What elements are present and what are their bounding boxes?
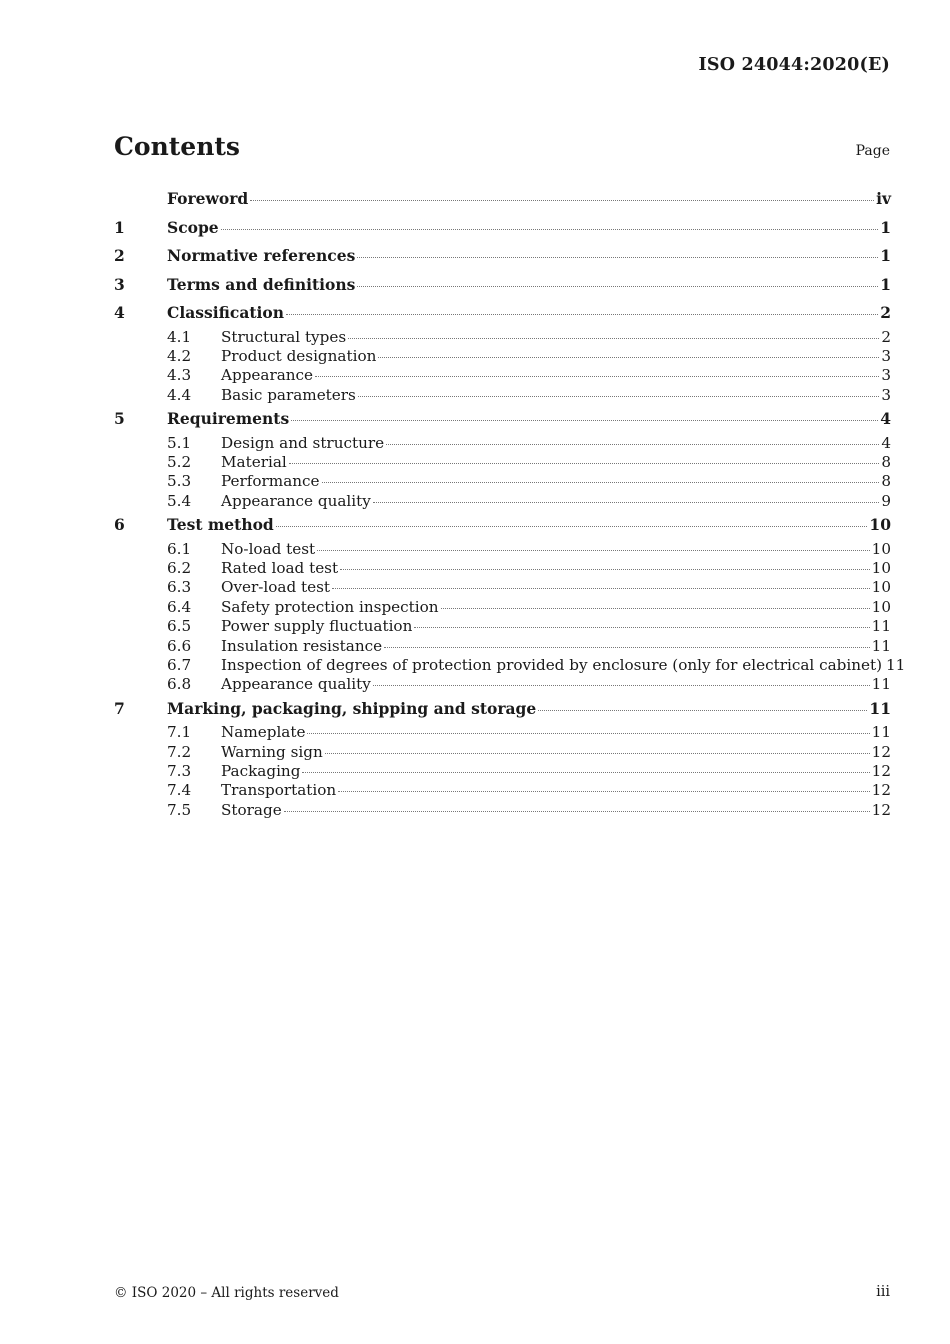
toc-entry-page: 10: [871, 597, 891, 616]
toc-entry-subclause[interactable]: [114, 578, 891, 597]
toc-entry-clause[interactable]: [114, 185, 891, 214]
toc-entry-title: Foreword: [167, 189, 249, 208]
toc-entry-subclause[interactable]: [114, 366, 891, 385]
toc-entry-number: 3: [114, 274, 125, 294]
dot-leader: [338, 791, 869, 792]
dot-leader: [384, 647, 870, 648]
toc-entry-title: Design and structure: [221, 433, 385, 452]
toc-entry-number: 6: [114, 515, 125, 535]
toc-entry-page: 3: [881, 366, 891, 385]
dot-leader: [358, 396, 880, 397]
toc-entry-subclause[interactable]: [114, 743, 891, 762]
toc-entry-title: Performance: [221, 472, 320, 491]
toc-entry-page: 11: [871, 675, 891, 694]
dot-leader: [325, 753, 870, 754]
toc-entry-title: Appearance: [221, 366, 314, 385]
toc-entry-number: 5.3: [167, 472, 192, 491]
dot-leader: [538, 710, 867, 711]
toc-entry-title: Basic parameters: [221, 385, 356, 404]
toc-entry-title: Over-load test: [221, 578, 331, 597]
toc-entry-page: 12: [871, 800, 891, 819]
toc-entry-subclause[interactable]: [114, 762, 891, 781]
copyright-notice: © ISO 2020 – All rights reserved: [114, 1285, 339, 1301]
toc-entry-page: 10: [869, 515, 891, 535]
toc-entry-page: 2: [880, 303, 891, 322]
toc-entry-number: 6.5: [167, 617, 192, 636]
toc-entry-title: Appearance quality: [221, 491, 371, 510]
toc-entry-clause[interactable]: [114, 214, 891, 243]
toc-entry-number: 7.5: [167, 800, 192, 819]
toc-entry-subclause[interactable]: [114, 781, 891, 800]
toc-entry-subclause[interactable]: [114, 723, 891, 742]
toc-entry-title: Requirements: [167, 409, 290, 429]
toc-entry-subclause[interactable]: [114, 801, 891, 820]
dot-leader: [340, 569, 870, 570]
toc-entry-number: 6.7: [167, 655, 192, 674]
toc-entry-title: Product designation: [221, 346, 377, 365]
toc-entry-number: 6.1: [167, 539, 192, 558]
toc-entry-page: 8: [881, 452, 891, 471]
toc-entry-page: 1: [880, 246, 891, 265]
dot-leader: [373, 502, 879, 503]
toc-entry-number: 5: [114, 409, 125, 429]
page-column-label: Page: [855, 143, 890, 159]
toc-entry-title: No-load test: [221, 539, 316, 558]
toc-entry-number: 6.2: [167, 559, 192, 578]
toc-entry-title: Terms and definitions: [167, 274, 356, 294]
toc-entry-page: iv: [876, 189, 891, 208]
dot-leader: [276, 526, 868, 527]
dot-leader: [357, 257, 878, 258]
toc-entry-title: Nameplate: [221, 723, 306, 742]
toc-entry-number: 5.4: [167, 491, 192, 510]
toc-entry-title: Structural types: [221, 327, 347, 346]
toc-entry-page: 11: [871, 617, 891, 636]
toc-entry-page: 10: [871, 578, 891, 597]
toc-entry-title: Normative references: [167, 246, 356, 265]
dot-leader: [317, 550, 870, 551]
toc-entry-clause[interactable]: [114, 271, 891, 300]
toc-entry-page: 12: [871, 742, 891, 761]
dot-leader: [291, 420, 878, 421]
toc-entry-number: 6.3: [167, 578, 192, 597]
toc-entry-title: Warning sign: [221, 742, 323, 761]
toc-entry-page: 4: [881, 433, 891, 452]
toc-entry-subclause[interactable]: [114, 637, 891, 656]
toc-entry-number: 4.4: [167, 385, 192, 404]
toc-entry-page: 8: [881, 472, 891, 491]
toc-entry-title: Storage: [221, 800, 282, 819]
toc-entry-number: 4.2: [167, 346, 192, 365]
toc-entry-page: 11: [886, 655, 906, 674]
toc-entry-number: 5.1: [167, 433, 192, 452]
toc-entry-page: 1: [880, 274, 891, 294]
toc-entry-subclause[interactable]: [114, 598, 891, 617]
dot-leader: [357, 286, 878, 287]
page-number: iii: [876, 1284, 890, 1300]
dot-leader: [250, 200, 874, 201]
toc-entry-title: Test method: [167, 515, 274, 535]
dot-leader: [378, 357, 879, 358]
toc-entry-title: Material: [221, 452, 287, 471]
toc-entry-number: 6.8: [167, 675, 192, 694]
dot-leader: [348, 338, 879, 339]
dot-leader: [289, 463, 880, 464]
toc-entry-number: 2: [114, 246, 125, 265]
toc-entry-subclause[interactable]: [114, 617, 891, 636]
toc-entry-subclause[interactable]: [114, 472, 891, 491]
toc-entry-number: 4.1: [167, 327, 192, 346]
dot-leader: [386, 444, 879, 445]
toc-entry-number: 7.1: [167, 723, 192, 742]
toc-entry-subclause[interactable]: [114, 559, 891, 578]
table-of-contents: [114, 185, 906, 820]
toc-entry-page: 1: [880, 217, 891, 237]
dot-leader: [332, 588, 870, 589]
document-id: ISO 24044:2020(E): [698, 55, 890, 75]
toc-entry-page: 10: [871, 539, 891, 558]
toc-entry-number: 6.6: [167, 636, 192, 655]
toc-entry-subclause[interactable]: [114, 347, 891, 366]
toc-entry-subclause[interactable]: [114, 328, 891, 347]
toc-entry-subclause[interactable]: [114, 434, 891, 453]
toc-entry-title: Scope: [167, 217, 219, 237]
toc-entry-clause[interactable]: [114, 242, 891, 271]
toc-entry-page: 3: [881, 385, 891, 404]
dot-leader: [414, 627, 869, 628]
toc-entry-subclause[interactable]: [114, 540, 891, 559]
dot-leader: [286, 314, 878, 315]
toc-entry-title: Classification: [167, 303, 285, 322]
dot-leader: [441, 608, 870, 609]
toc-entry-number: 7.2: [167, 742, 192, 761]
toc-entry-clause[interactable]: [114, 405, 891, 434]
toc-entry-title: Power supply fluctuation: [221, 617, 413, 636]
toc-entry-page: 11: [871, 723, 891, 742]
toc-entry-subclause[interactable]: [114, 453, 891, 472]
toc-entry-number: 4: [114, 303, 125, 322]
dot-leader: [315, 376, 879, 377]
toc-entry-title: Appearance quality: [221, 675, 371, 694]
toc-entry-page: 11: [869, 698, 891, 718]
dot-leader: [322, 482, 880, 483]
toc-entry-page: 4: [880, 409, 891, 429]
toc-entry-title: Insulation resistance: [221, 636, 383, 655]
toc-entry-subclause[interactable]: [114, 492, 891, 511]
toc-entry-title: Marking, packaging, shipping and storage: [167, 698, 537, 718]
toc-entry-page: 2: [881, 327, 891, 346]
toc-entry-subclause[interactable]: [114, 655, 906, 675]
toc-entry-page: 3: [881, 346, 891, 365]
toc-entry-number: 1: [114, 217, 125, 237]
dot-leader: [373, 685, 870, 686]
toc-entry-number: 5.2: [167, 452, 192, 471]
toc-entry-page: 11: [871, 636, 891, 655]
dot-leader: [221, 229, 879, 230]
toc-entry-subclause[interactable]: [114, 675, 891, 694]
toc-entry-page: 12: [871, 762, 891, 781]
dot-leader: [302, 772, 869, 773]
toc-entry-number: 4.3: [167, 366, 192, 385]
toc-entry-number: 6.4: [167, 597, 192, 616]
contents-title: Contents: [114, 132, 241, 161]
dot-leader: [307, 733, 869, 734]
toc-entry-number: 7: [114, 698, 125, 718]
toc-entry-title: Safety protection inspection: [221, 597, 439, 616]
dot-leader: [284, 811, 870, 812]
toc-entry-page: 9: [881, 491, 891, 510]
toc-entry-title: Rated load test: [221, 559, 339, 578]
toc-entry-number: 7.4: [167, 781, 192, 800]
toc-entry-page: 10: [871, 559, 891, 578]
toc-entry-title: Packaging: [221, 762, 301, 781]
toc-entry-clause[interactable]: [114, 695, 891, 724]
toc-entry-clause[interactable]: [114, 511, 891, 540]
toc-entry-title: Inspection of degrees of protection provided by enclosure (only for electrical cabinet): [221, 655, 883, 674]
toc-entry-clause[interactable]: [114, 299, 891, 328]
toc-entry-number: 7.3: [167, 762, 192, 781]
toc-entry-subclause[interactable]: [114, 386, 891, 405]
toc-entry-title: Transportation: [221, 781, 337, 800]
toc-entry-page: 12: [871, 781, 891, 800]
